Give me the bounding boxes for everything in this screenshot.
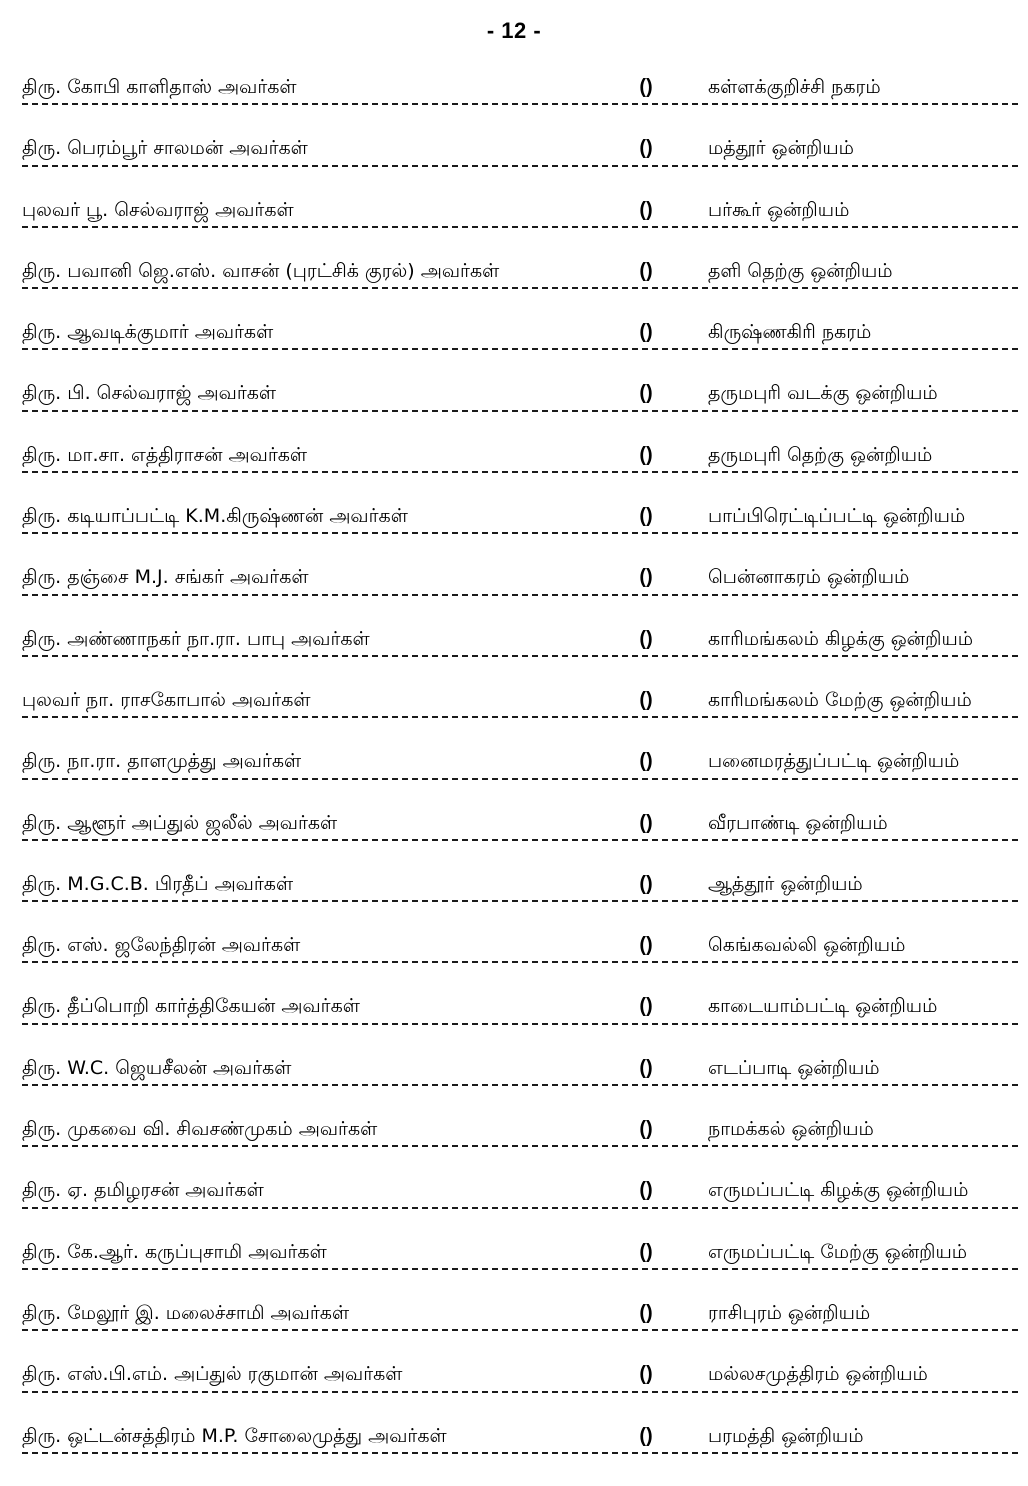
separator-mark: (): [639, 382, 653, 405]
location-name: தருமபுரி தெற்கு ஒன்றியம்: [708, 443, 933, 466]
list-item: [22, 977, 1022, 1038]
speaker-list: [22, 58, 1022, 1468]
speaker-name: திரு. நா.ரா. தாளமுத்து அவர்கள்: [22, 750, 302, 773]
separator-mark: (): [639, 505, 653, 528]
list-item: [22, 487, 1022, 548]
separator-mark: (): [639, 1179, 653, 1202]
speaker-name: திரு. ஆளூர் அப்துல் ஜலீல் அவர்கள்: [22, 811, 338, 834]
page-number: - 12 -: [486, 18, 542, 43]
separator-mark: (): [639, 811, 653, 834]
speaker-name: திரு. கடியாப்பட்டி K.M.கிருஷ்ணன் அவர்கள்: [22, 505, 408, 528]
list-item: [22, 671, 1022, 732]
separator-mark: (): [639, 627, 653, 650]
location-name: காரிமங்கலம் கிழக்கு ஒன்றியம்: [708, 627, 974, 650]
speaker-name: திரு. W.C. ஜெயசீலன் அவர்கள்: [22, 1056, 292, 1079]
separator-mark: (): [639, 259, 653, 282]
separator-mark: (): [639, 750, 653, 773]
speaker-name: திரு. பி. செல்வராஜ் அவர்கள்: [22, 382, 277, 405]
location-name: பர்கூர் ஒன்றியம்: [708, 198, 850, 221]
location-name: காடையாம்பட்டி ஒன்றியம்: [708, 995, 938, 1018]
separator-mark: (): [639, 1301, 653, 1324]
list-item: [22, 364, 1022, 425]
list-item: [22, 855, 1022, 916]
separator-mark: (): [639, 934, 653, 957]
separator-mark: (): [639, 1424, 653, 1447]
location-name: பென்னாகரம் ஒன்றியம்: [708, 566, 910, 589]
separator-mark: (): [639, 1363, 653, 1386]
location-name: ராசிபுரம் ஒன்றியம்: [708, 1301, 871, 1324]
speaker-name: திரு. தஞ்சை M.J. சங்கர் அவர்கள்: [22, 566, 309, 589]
list-item: [22, 1284, 1022, 1345]
location-name: எடப்பாடி ஒன்றியம்: [708, 1056, 880, 1079]
list-item: [22, 242, 1022, 303]
speaker-name: திரு. கோபி காளிதாஸ் அவர்கள்: [22, 76, 297, 98]
location-name: ஆத்தூர் ஒன்றியம்: [708, 872, 863, 895]
speaker-name: திரு. ஆவடிக்குமார் அவர்கள்: [22, 321, 274, 344]
speaker-name: திரு. மேலூர் இ. மலைச்சாமி அவர்கள்: [22, 1301, 350, 1324]
speaker-name: திரு. முகவை வி. சிவசண்முகம் அவர்கள்: [22, 1118, 378, 1141]
location-name: எருமப்பட்டி கிழக்கு ஒன்றியம்: [708, 1179, 969, 1202]
list-item: [22, 1407, 1022, 1468]
speaker-name: திரு. தீப்பொறி கார்த்திகேயன் அவர்கள்: [22, 995, 360, 1018]
list-item: [22, 58, 1022, 119]
speaker-name: திரு. அண்ணாநகர் நா.ரா. பாபு அவர்கள்: [22, 627, 370, 650]
speaker-name: திரு. எஸ். ஜலேந்திரன் அவர்கள்: [22, 934, 301, 957]
list-item: [22, 610, 1022, 671]
location-name: காரிமங்கலம் மேற்கு ஒன்றியம்: [708, 688, 972, 711]
list-item: [22, 1345, 1022, 1406]
list-item: [22, 119, 1022, 180]
speaker-name: திரு. ஒட்டன்சத்திரம் M.P. சோலைமுத்து அவர்கள்: [22, 1424, 447, 1447]
speaker-name: புலவர் நா. ராசகோபால் அவர்கள்: [22, 688, 311, 711]
list-item: [22, 916, 1022, 977]
speaker-name: புலவர் பூ. செல்வராஜ் அவர்கள்: [22, 198, 294, 221]
location-name: பரமத்தி ஒன்றியம்: [708, 1424, 864, 1447]
separator-mark: (): [639, 1118, 653, 1141]
speaker-name: திரு. மா.சா. எத்திராசன் அவர்கள்: [22, 443, 308, 466]
list-item: [22, 426, 1022, 487]
separator-mark: (): [639, 1056, 653, 1079]
list-item: [22, 732, 1022, 793]
list-item: [22, 1039, 1022, 1100]
separator-mark: (): [639, 321, 653, 344]
speaker-name: திரு. பவானி ஜெ.எஸ். வாசன் (புரட்சிக் குரல்) அவர்கள்: [22, 259, 500, 282]
location-name: பனைமரத்துப்பட்டி ஒன்றியம்: [708, 750, 960, 773]
separator-mark: (): [639, 995, 653, 1018]
separator-mark: (): [639, 566, 653, 589]
separator-mark: (): [639, 443, 653, 466]
list-item: [22, 548, 1022, 609]
speaker-name: திரு. ஏ. தமிழரசன் அவர்கள்: [22, 1179, 264, 1202]
list-item: [22, 1223, 1022, 1284]
separator-mark: (): [639, 872, 653, 895]
list-item: [22, 181, 1022, 242]
list-item: [22, 1100, 1022, 1161]
location-name: நாமக்கல் ஒன்றியம்: [708, 1118, 874, 1141]
list-item: [22, 303, 1022, 364]
separator-mark: (): [639, 76, 653, 98]
location-name: மத்தூர் ஒன்றியம்: [708, 137, 854, 160]
location-name: பாப்பிரெட்டிப்பட்டி ஒன்றியம்: [708, 505, 966, 528]
separator-mark: (): [639, 1240, 653, 1263]
speaker-name: திரு. பெரம்பூர் சாலமன் அவர்கள்: [22, 137, 308, 160]
location-name: மல்லசமுத்திரம் ஒன்றியம்: [708, 1363, 928, 1386]
speaker-name: திரு. M.G.C.B. பிரதீப் அவர்கள்: [22, 872, 294, 895]
location-name: தருமபுரி வடக்கு ஒன்றியம்: [708, 382, 938, 405]
separator-mark: (): [639, 688, 653, 711]
location-name: கள்ளக்குறிச்சி நகரம்: [708, 76, 881, 98]
location-name: கிருஷ்ணகிரி நகரம்: [708, 321, 872, 344]
location-name: எருமப்பட்டி மேற்கு ஒன்றியம்: [708, 1240, 968, 1263]
separator-mark: (): [639, 198, 653, 221]
speaker-name: திரு. எஸ்.பி.எம். அப்துல் ரகுமான் அவர்கள்: [22, 1363, 403, 1386]
location-name: தளி தெற்கு ஒன்றியம்: [708, 259, 893, 282]
location-name: வீரபாண்டி ஒன்றியம்: [708, 811, 888, 834]
location-name: கெங்கவல்லி ஒன்றியம்: [708, 934, 906, 957]
speaker-name: திரு. கே.ஆர். கருப்புசாமி அவர்கள்: [22, 1240, 327, 1263]
separator-mark: (): [639, 137, 653, 160]
list-item: [22, 794, 1022, 855]
list-item: [22, 1161, 1022, 1222]
